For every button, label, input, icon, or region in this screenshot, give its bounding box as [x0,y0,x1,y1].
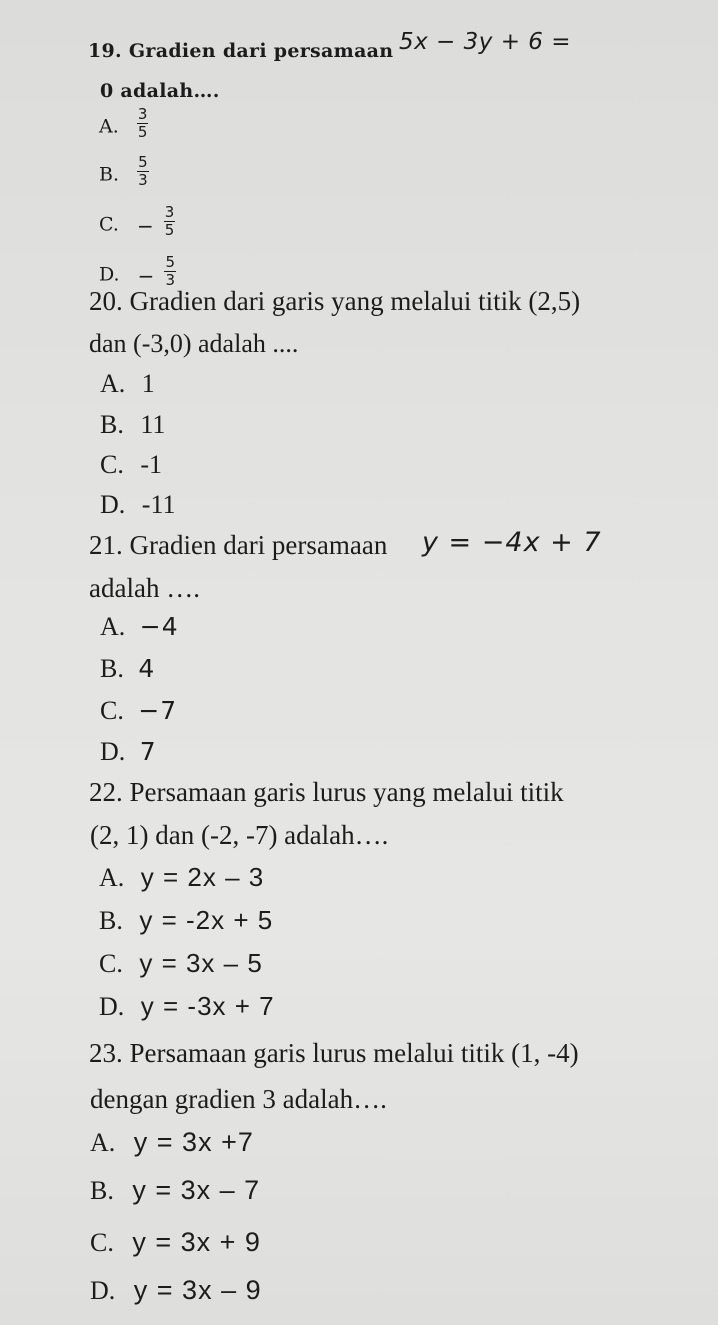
numerator: 3 [164,203,175,221]
q20-text-line2: dan (-3,0) adalah .... [89,329,299,358]
denominator: 3 [138,171,148,189]
option-value: 11 [140,410,166,439]
option-letter: C. [100,696,124,725]
q20-option-a[interactable] [100,369,155,399]
option-letter: C. [90,1228,114,1257]
option-value: 1 [141,369,155,398]
option-letter: B. [100,410,124,439]
q23-option-d[interactable] [90,1275,262,1306]
q19-option-d[interactable] [99,253,176,289]
option-letter: B. [99,163,120,186]
option-letter: A. [99,115,119,138]
numerator: 5 [138,153,148,171]
option-value: y = -3x + 7 [140,991,275,1021]
option-value: −4 [139,612,179,641]
option-letter: A. [100,612,126,641]
option-letter: D. [90,1276,116,1305]
minus-sign: − [136,213,154,238]
option-letter: D. [100,490,126,519]
q20-option-c[interactable] [100,450,162,480]
option-letter: C. [99,213,119,236]
fraction [137,106,149,141]
q20-text-line1: 20. Gradien dari garis yang melalui titik (2,5) [89,286,581,316]
option-letter: C. [100,450,124,479]
option-value: 4 [138,654,156,683]
q23-option-c[interactable] [90,1227,261,1258]
denominator: 5 [164,221,175,239]
q22-text-line1: 22. Persamaan garis lurus yang melalui titik [89,777,564,807]
option-letter: A. [90,1128,116,1157]
q21-equation: y = −4x + 7 [422,527,602,558]
option-letter: A. [100,369,126,398]
q23-option-a[interactable] [90,1127,254,1158]
option-letter: B. [90,1176,114,1205]
denominator: 3 [165,271,176,289]
q23-text-line1: 23. Persamaan garis lurus melalui titik (1, -4) [89,1038,579,1068]
q22-option-b[interactable] [99,905,273,936]
fraction [164,204,176,239]
q19-text-line1: 19. Gradien dari persamaan [88,40,394,62]
q22-text-line2: (2, 1) dan (-2, -7) adalah…. [90,820,389,850]
fraction [164,254,176,289]
q22-option-a[interactable] [99,862,264,893]
fraction [137,154,149,189]
option-value: y = -2x + 5 [139,905,274,935]
option-value: -11 [141,490,176,519]
option-letter: B. [99,906,123,935]
option-letter: D. [100,737,126,766]
q23-text-line2: dengan gradien 3 adalah…. [90,1084,387,1114]
option-value: -1 [140,450,163,479]
numerator: 5 [165,253,176,271]
option-letter: A. [99,863,125,892]
option-value: y = 2x – 3 [140,862,265,892]
q20-option-d[interactable] [100,490,175,520]
option-value: y = 3x – 9 [133,1275,262,1305]
option-value: y = 3x – 7 [132,1175,261,1205]
q22-option-d[interactable] [99,991,275,1022]
q23-option-b[interactable] [90,1175,260,1206]
q22-option-c[interactable] [99,948,263,979]
option-letter: D. [99,263,120,286]
option-value: y = 3x +7 [133,1127,254,1157]
q21-text-line2: adalah …. [89,573,200,603]
q19-text-line2: 0 adalah…. [100,80,220,102]
q21-option-d[interactable] [100,737,157,767]
q21-option-c[interactable] [100,696,177,726]
option-value: y = 3x – 5 [139,948,263,978]
q19-equation: 5x − 3y + 6 = [399,29,571,55]
q19-option-b[interactable] [99,153,149,189]
q21-option-b[interactable] [100,654,155,684]
option-letter: D. [99,992,125,1021]
q21-option-a[interactable] [100,612,179,642]
option-letter: B. [100,654,124,683]
q21-text-line1: 21. Gradien dari persamaan [89,530,388,560]
numerator: 3 [137,105,148,123]
option-value: y = 3x + 9 [132,1227,261,1257]
option-value: 7 [139,737,157,766]
q19-option-c[interactable] [99,203,175,239]
denominator: 5 [137,123,148,141]
q19-option-a[interactable] [99,105,148,141]
minus-sign: − [137,263,155,288]
option-letter: C. [99,949,123,978]
option-value: −7 [138,696,178,725]
q20-option-b[interactable] [100,410,165,440]
